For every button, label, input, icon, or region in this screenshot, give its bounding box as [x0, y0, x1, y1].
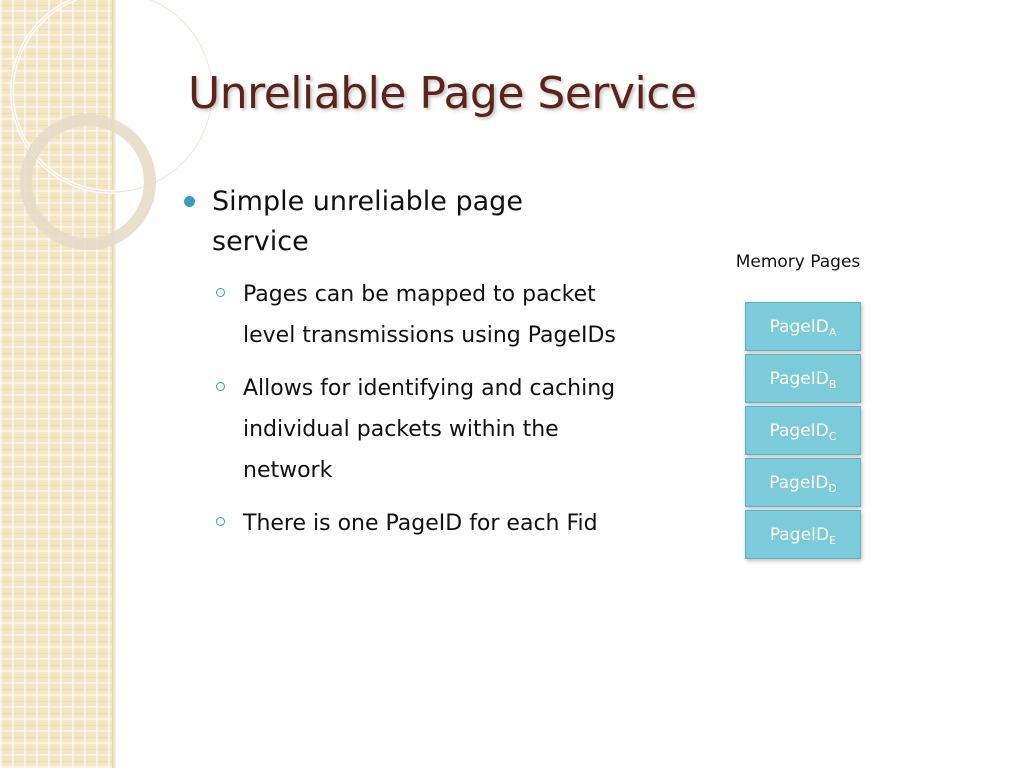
page-subscript: A — [828, 326, 837, 339]
page-label: PageID — [769, 525, 830, 545]
sub-bullet-text: Allows for identifying and caching individual packets within the network — [243, 376, 616, 483]
page-subscript: C — [828, 430, 837, 443]
sub-bullet-text: There is one PageID for each Fid — [243, 511, 598, 536]
page-box-b — [745, 354, 861, 403]
bullet-list — [183, 182, 623, 544]
bullet-dot-icon — [184, 196, 195, 207]
bullet-main — [183, 182, 623, 262]
sub-bullet-ring-icon — [216, 382, 225, 391]
sub-bullet — [213, 368, 623, 491]
slide-title: Unreliable Page Service — [188, 68, 697, 119]
memory-pages-label: Memory Pages — [735, 252, 861, 272]
page-box-a — [745, 302, 861, 351]
page-box-c — [745, 406, 861, 455]
sub-bullet-ring-icon — [216, 517, 225, 526]
page-subscript: E — [829, 534, 837, 547]
page-label: PageID — [769, 421, 829, 441]
page-label: PageID — [769, 317, 829, 337]
sub-bullet — [213, 503, 623, 544]
bullet-main-text: Simple unreliable page service — [212, 186, 523, 257]
sub-bullet — [213, 274, 623, 356]
sub-bullet-ring-icon — [216, 288, 225, 297]
page-subscript: B — [828, 378, 837, 391]
page-label: PageID — [769, 473, 829, 493]
memory-pages-stack — [745, 302, 861, 562]
page-subscript: D — [828, 482, 837, 495]
page-box-e — [745, 510, 861, 559]
sub-bullet-text: Pages can be mapped to packet level transmissions using PageIDs — [243, 282, 616, 348]
page-box-d — [745, 458, 861, 507]
page-label: PageID — [769, 369, 829, 389]
